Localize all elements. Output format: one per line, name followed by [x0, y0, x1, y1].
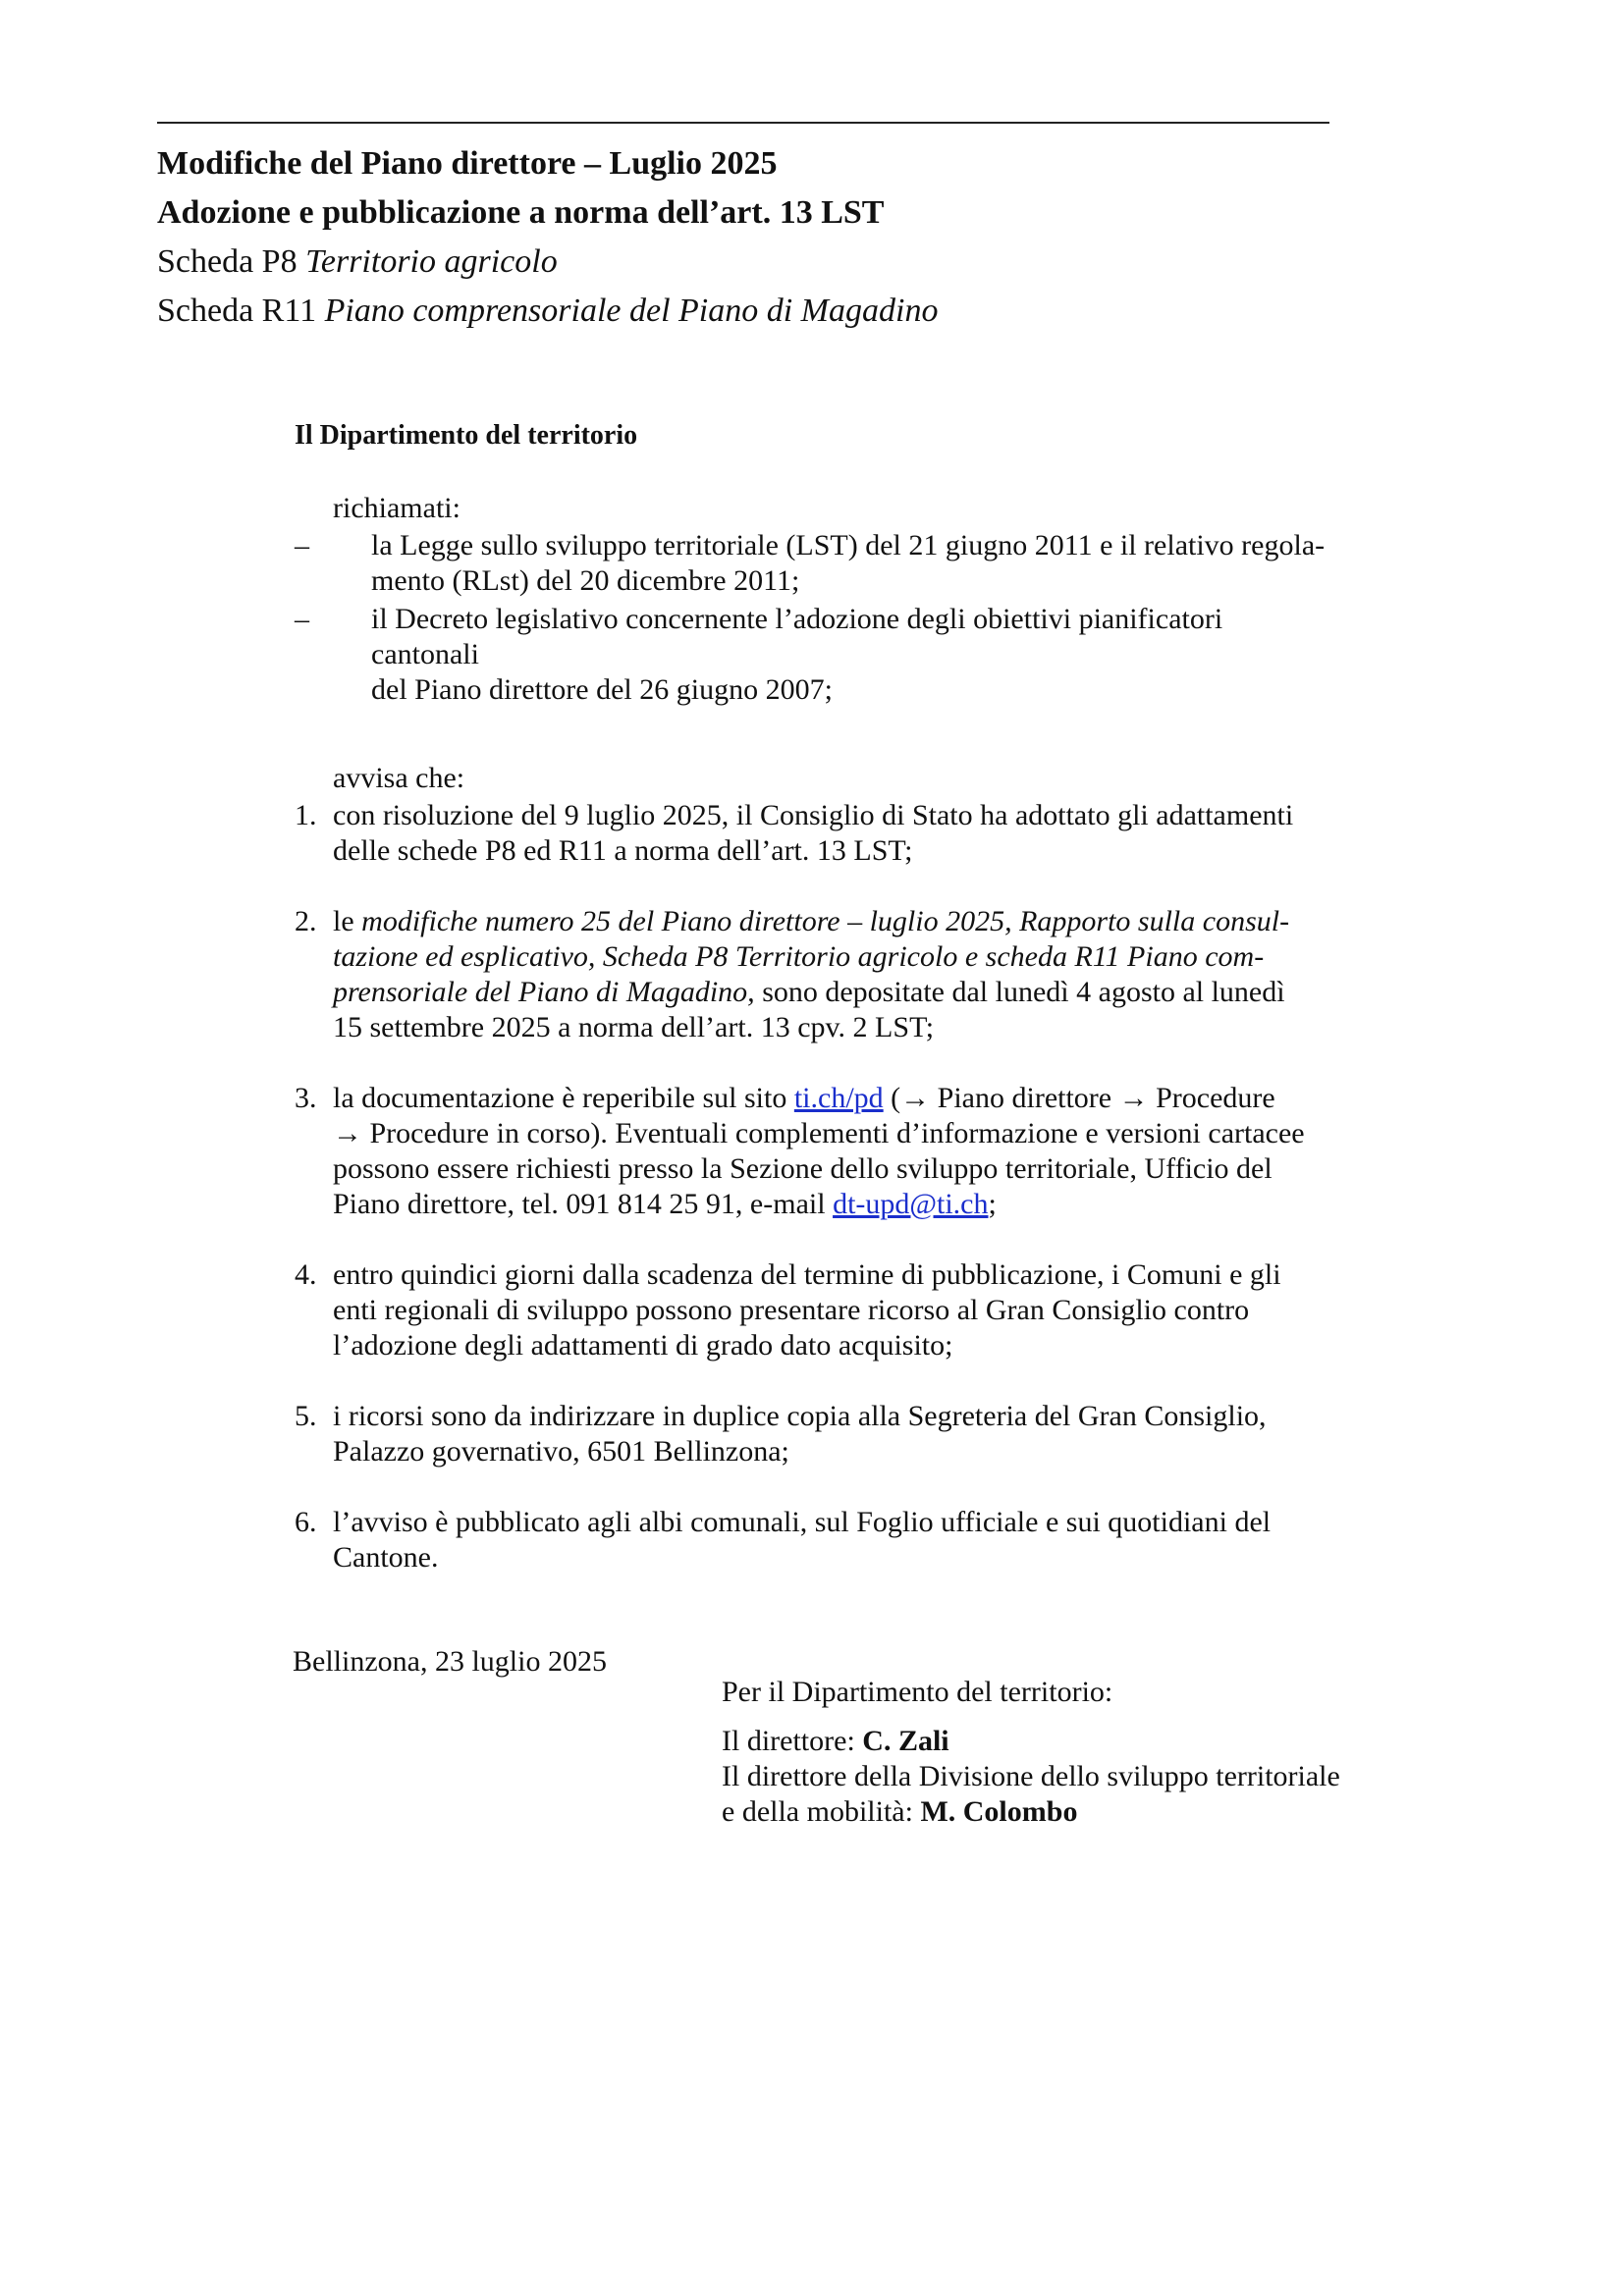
website-link[interactable]: ti.ch/pd — [793, 1082, 884, 1114]
avvisa-list — [295, 798, 1334, 1575]
notice-body — [295, 491, 1334, 1575]
text-run: (→ Piano direttore → Procedure — [883, 1082, 1275, 1114]
number-marker: 2. — [295, 905, 317, 937]
list-item-line: delle schede P8 ed R11 a norma dell’art. 13 LST; — [333, 834, 913, 867]
list-item-line: Palazzo governativo, 6501 Bellinzona; — [333, 1435, 789, 1468]
list-item — [295, 1505, 1334, 1575]
scheda-r11 — [157, 287, 1329, 336]
email-link[interactable]: dt-upd@ti.ch — [833, 1188, 989, 1220]
scheda-p8-prefix: Scheda P8 — [157, 243, 298, 280]
division-line-1: Il direttore della Divisione dello sviluppo territoriale — [722, 1760, 1340, 1792]
richiamati-label: richiamati: — [333, 492, 460, 524]
list-item-line: tazione ed esplicativo, Scheda P8 Territorio agricolo e scheda R11 Piano com- — [333, 940, 1265, 973]
list-item — [295, 1081, 1334, 1222]
text-run: ; — [988, 1188, 997, 1220]
list-item-line: con risoluzione del 9 luglio 2025, il Consiglio di Stato ha adottato gli adattamenti — [333, 799, 1294, 831]
signature-block — [722, 1675, 1340, 1830]
number-marker: 1. — [295, 799, 317, 831]
list-item-line: entro quindici giorni dalla scadenza del termine di pubblicazione, i Comuni e gli — [333, 1258, 1281, 1291]
richiamati-list — [295, 528, 1334, 708]
list-item — [295, 904, 1334, 1045]
header-rule — [157, 122, 1329, 124]
director-name: C. Zali — [862, 1725, 949, 1757]
list-item-line — [333, 1187, 1334, 1222]
avvisa-label: avvisa che: — [333, 762, 465, 794]
list-item-line: l’adozione degli adattamenti di grado dato acquisito; — [333, 1329, 953, 1362]
number-marker: 3. — [295, 1082, 317, 1114]
list-item-line: la Legge sullo sviluppo territoriale (LST) del 21 giugno 2011 e il relativo regola- — [371, 529, 1326, 561]
scheda-p8-name: Territorio agricolo — [305, 243, 558, 280]
place-and-date: Bellinzona, 23 luglio 2025 — [293, 1645, 607, 1678]
list-item — [295, 528, 1334, 599]
list-item-line: mento (RLst) del 20 dicembre 2011; — [371, 564, 800, 597]
text-run: le — [333, 905, 362, 937]
list-item — [295, 798, 1334, 869]
dash-marker: – — [295, 603, 309, 635]
text-run: Piano direttore, tel. 091 814 25 91, e-mail — [333, 1188, 834, 1220]
number-marker: 6. — [295, 1506, 317, 1538]
list-item-line: il Decreto legislativo concernente l’adozione degli obiettivi pianificatori cantonali — [371, 603, 1223, 670]
director-label: Il direttore: — [722, 1725, 863, 1757]
scheda-r11-prefix: Scheda R11 — [157, 293, 317, 329]
list-item — [295, 1399, 1334, 1469]
list-item-line: l’avviso è pubblicato agli albi comunali, sul Foglio ufficiale e sui quotidiani del — [333, 1506, 1272, 1538]
list-item-line — [333, 904, 1334, 939]
list-item-line: 15 settembre 2025 a norma dell’art. 13 cpv. 2 LST; — [333, 1011, 935, 1043]
italic-title-run: prensoriale del Piano di Magadino, — [333, 976, 755, 1008]
list-item-line: Cantone. — [333, 1541, 439, 1574]
title-line-2: Adozione e pubblicazione a norma dell’art. 13 LST — [157, 194, 885, 231]
division-director-name: M. Colombo — [920, 1795, 1078, 1828]
text-run: la documentazione è reperibile sul sito — [333, 1082, 794, 1114]
list-item — [295, 602, 1334, 708]
list-item-line: del Piano direttore del 26 giugno 2007; — [371, 673, 833, 706]
list-item-line: → Procedure in corso). Eventuali complementi d’informazione e versioni cartacee — [333, 1117, 1305, 1149]
document-header — [157, 139, 1329, 336]
division-line-2 — [722, 1794, 1340, 1830]
list-item-line: enti regionali di sviluppo possono presentare ricorso al Gran Consiglio contro — [333, 1294, 1250, 1326]
number-marker: 5. — [295, 1400, 317, 1432]
list-item-line: possono essere richiesti presso la Sezione dello sviluppo territoriale, Ufficio del — [333, 1152, 1272, 1185]
list-item-line — [333, 1081, 1334, 1116]
italic-title-run: modifiche numero 25 del Piano direttore – luglio 2025, Rapporto sulla consul- — [361, 905, 1290, 937]
list-item-line — [333, 975, 1334, 1010]
list-item-line: i ricorsi sono da indirizzare in duplice copia alla Segreteria del Gran Consiglio, — [333, 1400, 1267, 1432]
director-line — [722, 1724, 1340, 1759]
scheda-p8 — [157, 238, 1329, 287]
text-run: sono depositate dal lunedì 4 agosto al lunedì — [754, 976, 1285, 1008]
list-item — [295, 1257, 1334, 1363]
dash-marker: – — [295, 529, 309, 561]
division-label: e della mobilità: — [722, 1795, 921, 1828]
department-heading: Il Dipartimento del territorio — [295, 420, 638, 451]
scheda-r11-name: Piano comprensoriale del Piano di Magadino — [324, 293, 939, 329]
title-line-1: Modifiche del Piano direttore – Luglio 2025 — [157, 145, 778, 182]
number-marker: 4. — [295, 1258, 317, 1291]
signature-for-line: Per il Dipartimento del territorio: — [722, 1676, 1113, 1708]
